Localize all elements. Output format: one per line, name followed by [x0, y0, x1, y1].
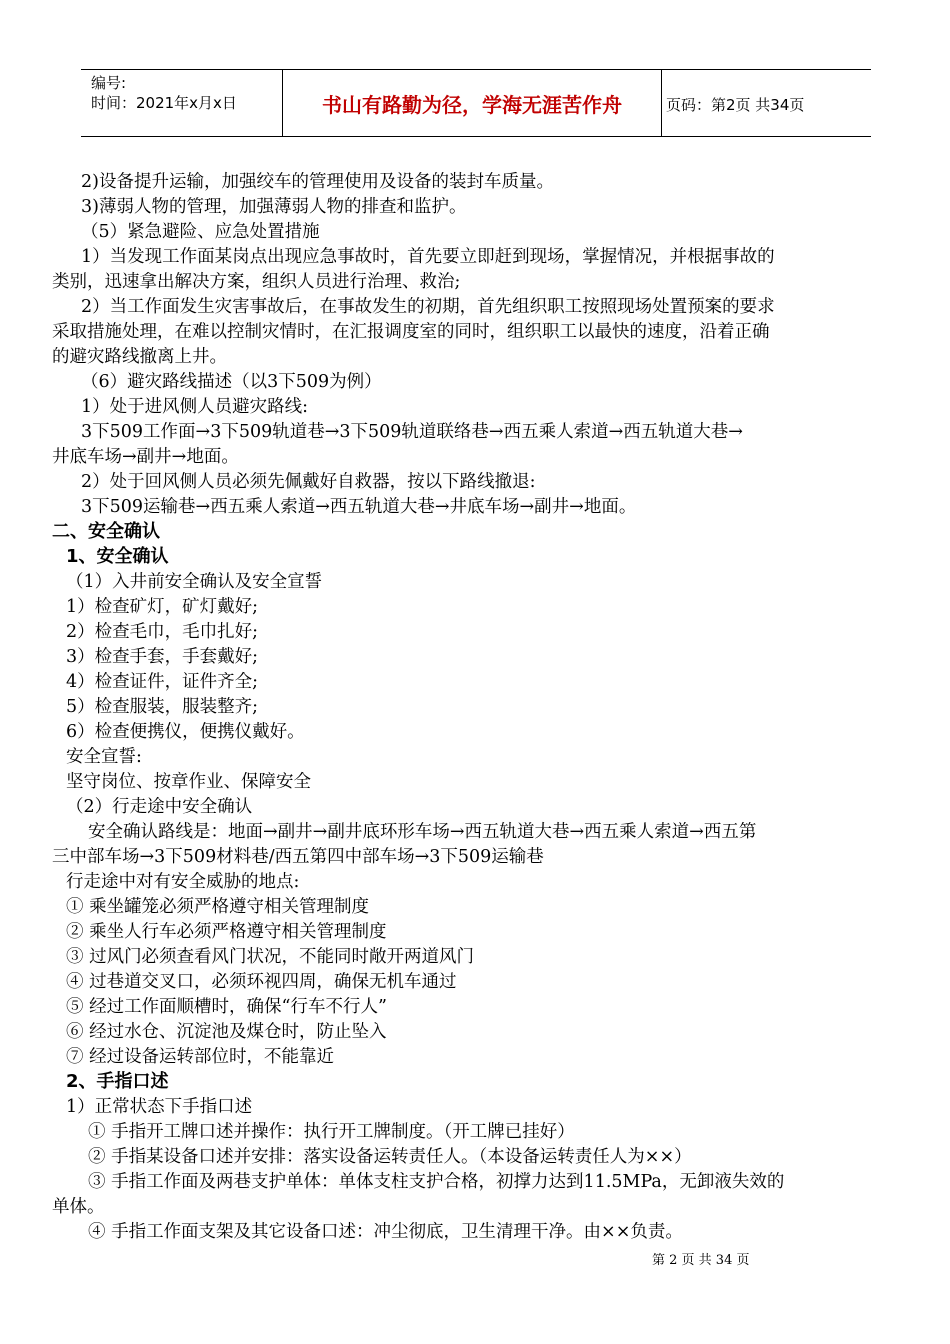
text-line: 安全宣誓: [66, 747, 142, 767]
text-line: （6）避灾路线描述（以3下509为例） [81, 372, 382, 392]
motto: 书山有路勤为径，学海无涯苦作舟 [283, 70, 662, 136]
page-header [81, 69, 871, 137]
text-line: 坚守岗位、按章作业、保障安全 [66, 772, 311, 792]
text-line: 5）检查服装，服装整齐; [66, 697, 259, 717]
text-line: 3下509工作面→3下509轨道巷→3下509轨道联络巷→西五乘人索道→西五轨道大巷→ [81, 422, 743, 442]
text-line: 1）当发现工作面某岗点出现应急事故时，首先要立即赶到现场，掌握情况，并根据事故的 [81, 247, 775, 267]
text-line: ⑦ 经过设备运转部位时，不能靠近 [66, 1047, 335, 1067]
text-line: ② 乘坐人行车必须严格遵守相关管理制度 [66, 922, 387, 942]
text-line: 的避灾路线撤离上井。 [52, 347, 227, 367]
text-line: 3）检查手套，手套戴好; [66, 647, 259, 667]
text-line: ④ 过巷道交叉口，必须环视四周，确保无机车通过 [66, 972, 457, 992]
text-line: 井底车场→副井→地面。 [52, 447, 239, 467]
text-line: ① 手指开工牌口述并操作：执行开工牌制度。（开工牌已挂好） [88, 1122, 575, 1142]
subsection-heading: 2、手指口述 [66, 1071, 169, 1092]
text-line: （1）入井前安全确认及安全宣誓 [66, 572, 323, 592]
text-line: 6）检查便携仪，便携仪戴好。 [66, 722, 305, 742]
text-line: 2）检查毛巾，毛巾扎好; [66, 622, 259, 642]
text-line: 安全确认路线是：地面→副井→副井底环形车场→西五轨道大巷→西五乘人索道→西五第 [88, 822, 757, 842]
text-line: 3)薄弱人物的管理，加强薄弱人物的排查和监护。 [81, 197, 467, 217]
text-line: 行走途中对有安全威胁的地点: [66, 872, 300, 892]
text-line: 3下509运输巷→西五乘人索道→西五轨道大巷→井底车场→副井→地面。 [81, 497, 637, 517]
text-line: 1）检查矿灯，矿灯戴好; [66, 597, 259, 617]
text-line: 2）处于回风侧人员必须先佩戴好自救器，按以下路线撤退: [81, 472, 536, 492]
section-heading: 二、安全确认 [52, 521, 160, 542]
page-footer: 第 2 页 共 34 页 [652, 1253, 750, 1268]
text-line: （5）紧急避险、应急处置措施 [81, 222, 320, 242]
header-meta-cell [81, 70, 283, 136]
text-line: ② 手指某设备口述并安排：落实设备运转责任人。（本设备运转责任人为××） [88, 1147, 692, 1167]
text-line: 1）处于进风侧人员避灾路线: [81, 397, 309, 417]
text-line: ⑥ 经过水仓、沉淀池及煤仓时，防止坠入 [66, 1022, 387, 1042]
page-info: 页码：第2页 共34页 [666, 96, 805, 114]
text-line: 2)设备提升运输，加强绞车的管理使用及设备的装封车质量。 [81, 172, 554, 192]
date-label: 时间：2021年x月x日 [91, 94, 237, 112]
text-line: （2）行走途中安全确认 [66, 797, 253, 817]
number-label: 编号: [91, 74, 127, 92]
text-line: ⑤ 经过工作面顺槽时，确保“行车不行人” [66, 997, 387, 1017]
text-line: 1）正常状态下手指口述 [66, 1097, 253, 1117]
text-line: 2）当工作面发生灾害事故后，在事故发生的初期，首先组织职工按照现场处置预案的要求 [81, 297, 775, 317]
text-line: ③ 手指工作面及两巷支护单体：单体支柱支护合格，初撑力达到11.5MPa，无卸液失效的 [88, 1172, 785, 1192]
text-line: 类别，迅速拿出解决方案，组织人员进行治理、救治; [52, 272, 461, 292]
text-line: 三中部车场→3下509材料巷/西五第四中部车场→3下509运输巷 [52, 847, 544, 867]
text-line: 4）检查证件，证件齐全; [66, 672, 259, 692]
text-line: 采取措施处理，在难以控制灾情时，在汇报调度室的同时，组织职工以最快的速度，沿着正确 [52, 322, 770, 342]
text-line: ④ 手指工作面支架及其它设备口述：冲尘彻底，卫生清理干净。由××负责。 [88, 1222, 683, 1242]
subsection-heading: 1、安全确认 [66, 546, 169, 567]
text-line: ① 乘坐罐笼必须严格遵守相关管理制度 [66, 897, 370, 917]
text-line: 单体。 [52, 1197, 105, 1217]
text-line: ③ 过风门必须查看风门状况，不能同时敞开两道风门 [66, 947, 475, 967]
